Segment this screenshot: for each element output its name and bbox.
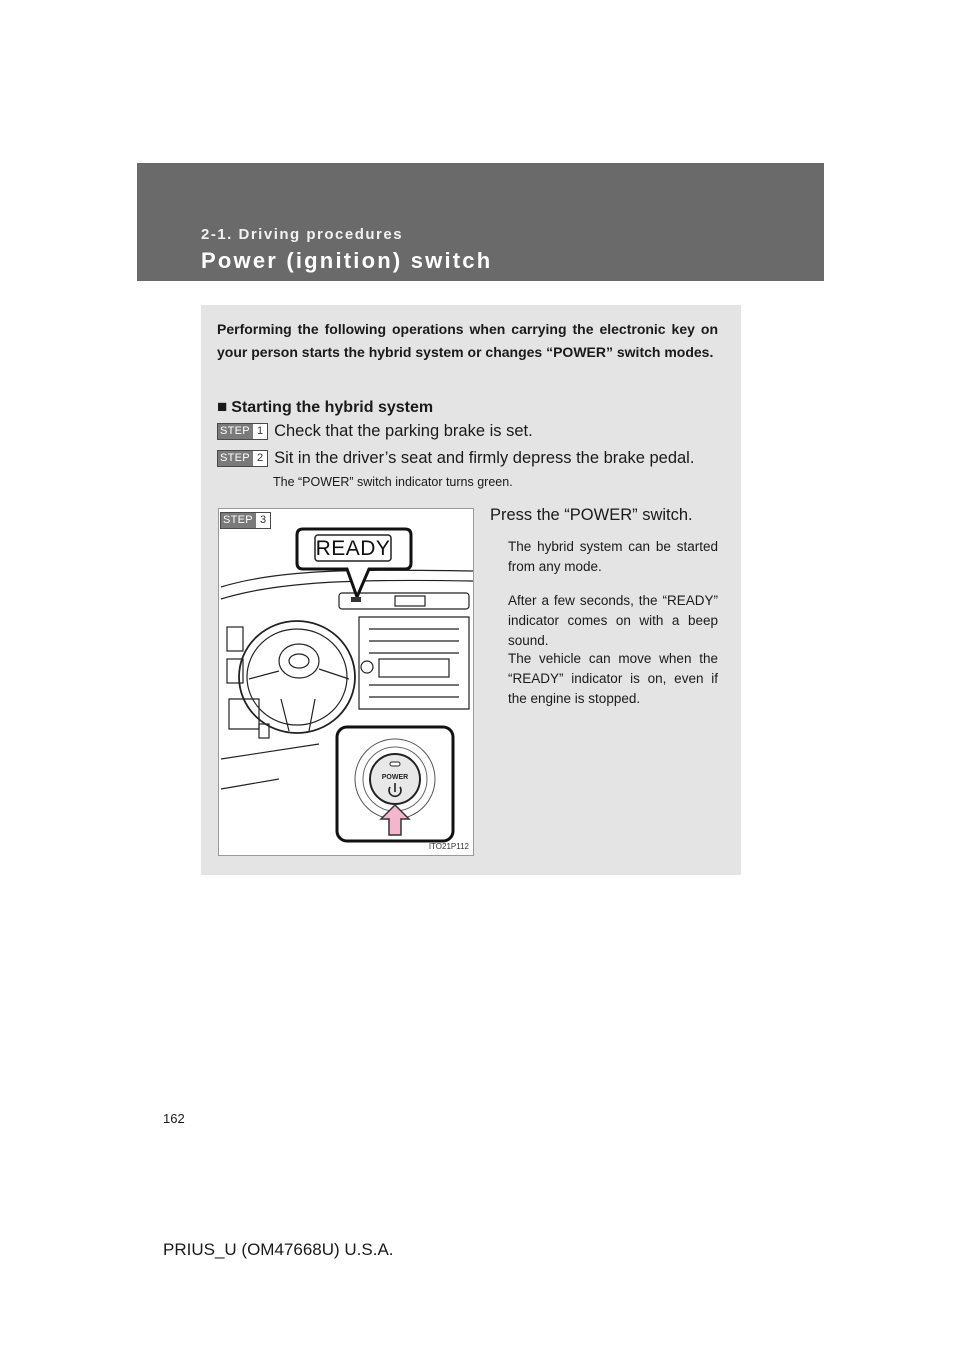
section-label: 2-1. Driving procedures xyxy=(201,226,404,243)
step-1 xyxy=(217,422,533,441)
step-2-note: The “POWER” switch indicator turns green. xyxy=(273,475,513,489)
dashboard-illustration xyxy=(218,508,474,856)
step-3-note-3: The vehicle can move when the “READY” indicator is on, even if the engine is stopped. xyxy=(508,651,718,706)
step-3-note-1: The hybrid system can be started from any mode. xyxy=(508,539,718,574)
step-badge-1: STEP 1 xyxy=(217,423,268,440)
power-indicator-lamp xyxy=(390,762,400,766)
square-bullet-icon: ■ xyxy=(217,397,228,416)
subheading-text: Starting the hybrid system xyxy=(231,399,434,416)
step-badge-2: STEP 2 xyxy=(217,450,268,467)
ready-indicator-label: READY xyxy=(315,537,391,560)
step-2-text: Sit in the driver’s seat and firmly depress the brake pedal. xyxy=(274,449,695,467)
subheading xyxy=(217,397,433,417)
ready-indicator-lamp xyxy=(351,597,361,602)
step-3-text: Press the “POWER” switch. xyxy=(490,506,693,524)
page-number: 162 xyxy=(163,1111,185,1126)
step-badge-3: STEP 3 xyxy=(220,512,271,529)
figure-code: ITO21P112 xyxy=(428,842,469,851)
step-3-note-2: After a few seconds, the “READY” indicator comes on with a beep sound. xyxy=(508,593,718,648)
page-title: Power (ignition) switch xyxy=(201,248,493,273)
step-2 xyxy=(217,449,694,468)
step-1-text: Check that the parking brake is set. xyxy=(274,422,533,440)
dashboard-drawing xyxy=(219,509,474,856)
footer-manual-code: PRIUS_U (OM47668U) U.S.A. xyxy=(163,1240,394,1259)
intro-paragraph: Performing the following operations when carrying the electronic key on your person starts the hybrid system or changes “POWER” switch modes. xyxy=(217,321,718,360)
power-button-label: POWER xyxy=(381,774,409,781)
